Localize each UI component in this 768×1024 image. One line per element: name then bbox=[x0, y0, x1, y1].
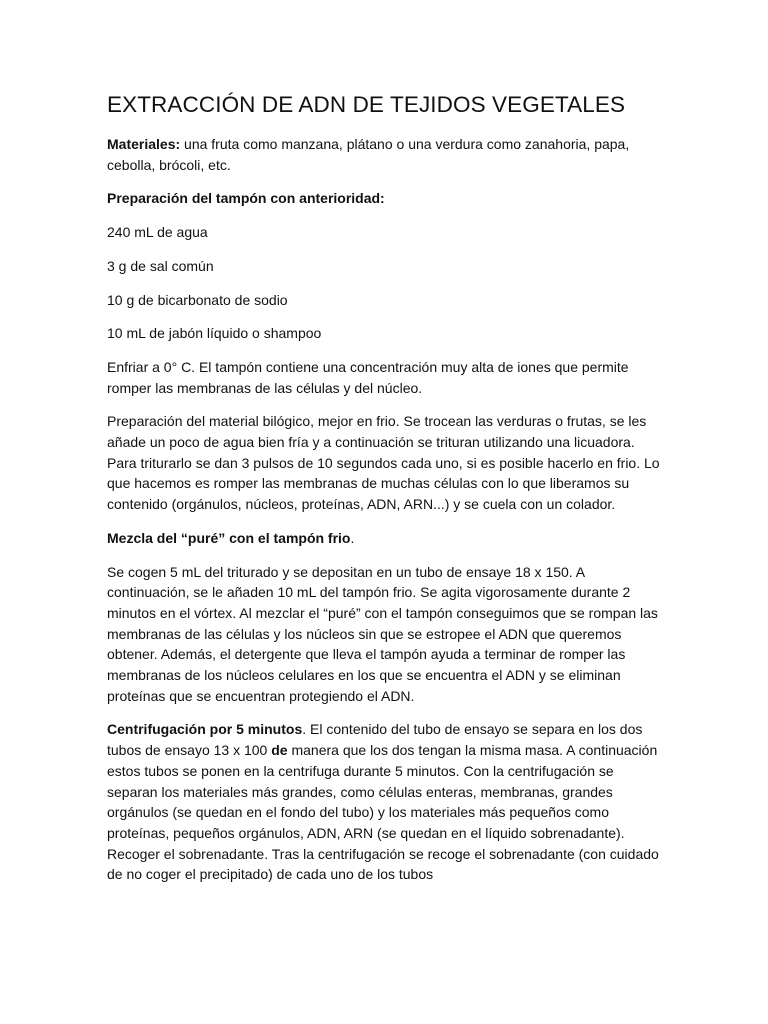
buffer-item: 3 g de sal común bbox=[107, 257, 214, 274]
buffer-item: 240 mL de agua bbox=[107, 224, 208, 241]
materials-label: Materiales: bbox=[107, 136, 181, 152]
buffer-heading: Preparación del tampón con anterioridad: bbox=[107, 190, 385, 207]
centrifuge-paragraph: Centrifugación por 5 minutos. El contenido del tubo de ensayo se separa en los dos tubos de ensayo 13 x 100 de manera que los dos tengan la misma masa. A continuación estos tubos se ponen en la centrifuga durante 5 minutos. Con la centrifugación se separan los materiales más grandes, como células enteras, membranas, grandes orgánulos (se quedan en el fondo del tubo) y los materiales más pequeños como proteínas, pequeños orgánulos, ADN, ARN (se quedan en el líquido sobrenadante). Recoger el sobrenadante. Tras la centrifugación se recoge el sobrenadante (con cuidado de no coger el precipitado) de cada uno de los tubos bbox=[107, 721, 659, 883]
mix-heading: Mezcla del “puré” con el tampón frio. bbox=[107, 529, 355, 546]
page-title: EXTRACCIÓN DE ADN DE TEJIDOS VEGETALES bbox=[107, 92, 626, 117]
bio-prep-paragraph: Preparación del material bilógico, mejor en frio. Se trocean las verduras o frutas, se les añade un poco de agua bien fría y a continuación se trituran utilizando una licuadora. Para triturarlo se dan 3 pulsos de 10 segundos cada uno, si es posible hacerlo en frio. Lo que hacemos es romper las membranas de muchas células con lo que liberamos su contenido (orgánulos, núcleos, proteínas, ADN, ARN...) y se cuela con un colador. bbox=[107, 413, 660, 513]
buffer-item: 10 mL de jabón líquido o shampoo bbox=[107, 325, 322, 342]
buffer-item: 10 g de bicarbonato de sodio bbox=[107, 291, 288, 308]
materials-paragraph bbox=[107, 134, 667, 175]
centrifuge-heading: Centrifugación por 5 minutos bbox=[107, 721, 303, 738]
document-content bbox=[107, 92, 667, 898]
cooling-paragraph: Enfriar a 0° C. El tampón contiene una concentración muy alta de iones que permite romper las membranas de las células y del núcleo. bbox=[107, 358, 629, 396]
materials-text: una fruta como manzana, plátano o una verdura como zanahoria, papa, cebolla, brócoli, etc. bbox=[107, 136, 630, 173]
mix-paragraph: Se cogen 5 mL del triturado y se depositan en un tubo de ensaye 18 x 150. A continuación, se le añaden 10 mL del tampón frio. Se agita vigorosamente durante 2 minutos en el vórtex. Al mezclar el “puré” con el tampón conseguimos que se rompan las membranas de las células y los núcleos sin que se estropee el ADN que queremos obtener. Además, el detergente que lleva el tampón ayuda a terminar de romper las membranas de los núcleos celulares en los que se encuentra el ADN y se eliminan proteínas que se encuentran protegiendo el ADN. bbox=[107, 563, 658, 704]
